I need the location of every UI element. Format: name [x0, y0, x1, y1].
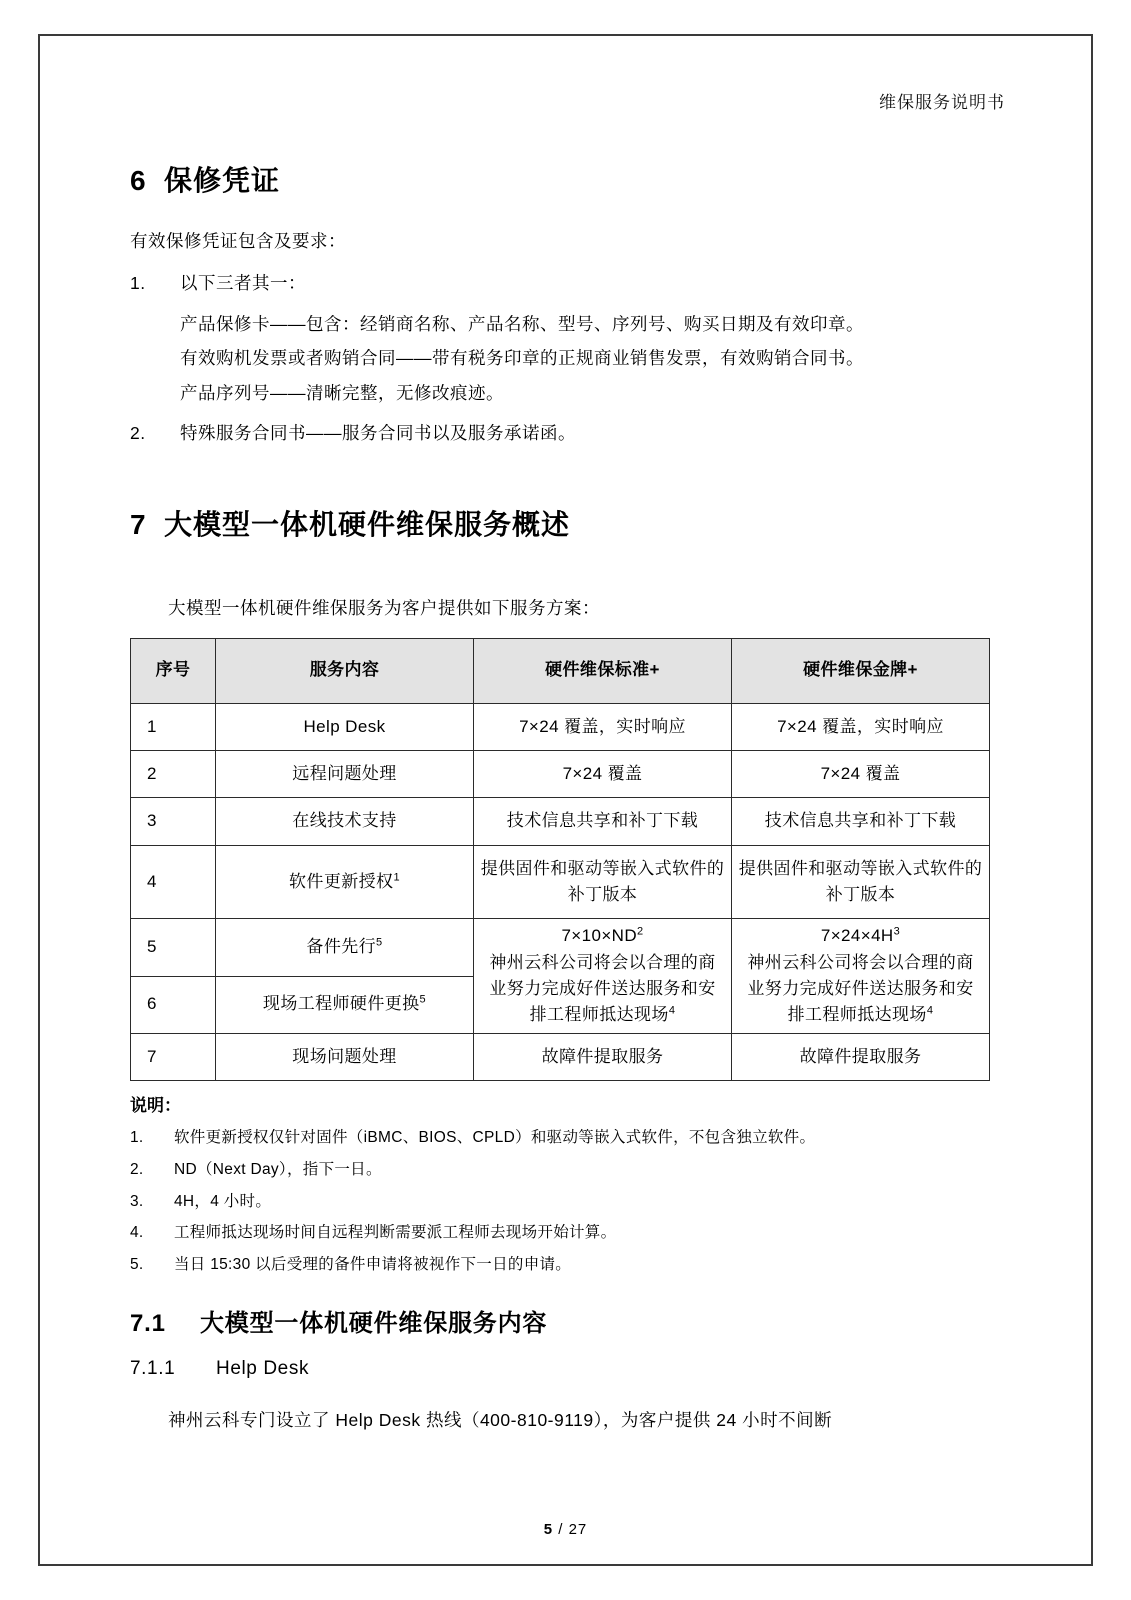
- table-row: [131, 798, 990, 845]
- note-text: 工程师抵达现场时间自远程判断需要派工程师去现场开始计算。: [174, 1224, 617, 1242]
- table-row: [131, 750, 990, 797]
- page-footer: [40, 1521, 1091, 1538]
- merged-standard-cell: [474, 919, 732, 1033]
- note-text: 软件更新授权仅针对固件（iBMC、BIOS、CPLD）和驱动等嵌入式软件，不包含独立软件。: [174, 1129, 816, 1147]
- footer-total-pages: 27: [568, 1521, 588, 1538]
- section-6-list: [112, 266, 1019, 301]
- row-standard-value: 故障件提取服务: [474, 1033, 732, 1080]
- list-item: [130, 266, 1019, 301]
- note-text: 4H，4 小时。: [174, 1192, 272, 1210]
- table-row: [131, 703, 990, 750]
- row-service-label: 备件先行: [306, 937, 377, 957]
- merged-gold-line1: [744, 923, 977, 949]
- column-header-standard: 硬件维保标准+: [474, 638, 732, 703]
- column-header-index: 序号: [131, 638, 216, 703]
- table-row: [131, 919, 990, 976]
- table-header-row: [131, 638, 990, 703]
- table-head: [131, 638, 990, 703]
- note-item: [130, 1154, 1019, 1186]
- row-service-name: [216, 919, 474, 976]
- service-plan-table: [130, 638, 990, 1081]
- section-6-title: 保修凭证: [164, 165, 281, 196]
- section-6-lead: 有效保修凭证包含及要求：: [130, 231, 346, 251]
- section-7-1-1-body: 神州云科专门设立了 Help Desk 热线（400-810-9119），为客户提供 24 小时不间断: [168, 1409, 833, 1430]
- footnote-ref: 1: [393, 871, 400, 884]
- section-7-number: 7: [130, 508, 147, 540]
- footnote-ref: 4: [668, 1004, 676, 1017]
- merged-gold-line2: [744, 950, 977, 1029]
- row-gold-value: 技术信息共享和补丁下载: [732, 798, 990, 845]
- merged-standard-line2: [486, 950, 719, 1029]
- table-row: [131, 1033, 990, 1080]
- merged-gold-cell: [732, 919, 990, 1033]
- row-service-label: 现场工程师硬件更换: [262, 994, 420, 1014]
- sub-line: 产品序列号——清晰完整，无修改痕迹。: [180, 382, 504, 403]
- row-service-name: 远程问题处理: [216, 750, 474, 797]
- row-index: 2: [131, 750, 216, 797]
- footer-current-page: 5: [543, 1521, 554, 1538]
- section-6-number: 6: [130, 165, 147, 196]
- section-6-sub-lines: [180, 307, 1019, 409]
- merged-standard-sla: 7×10×ND: [561, 926, 638, 946]
- row-index: 6: [131, 976, 216, 1033]
- table-row: [131, 845, 990, 919]
- section-7-1-1-title: Help Desk: [216, 1357, 310, 1379]
- footnote-ref: 2: [637, 925, 644, 938]
- note-marker: 3.: [130, 1192, 144, 1210]
- list-item: [130, 416, 1019, 451]
- footer-separator: /: [558, 1521, 564, 1538]
- row-service-name: 现场问题处理: [216, 1033, 474, 1080]
- spacer: [112, 457, 1019, 503]
- row-standard-value: 技术信息共享和补丁下载: [474, 798, 732, 845]
- note-item: [130, 1217, 1019, 1249]
- section-7-title: 大模型一体机硬件维保服务概述: [164, 508, 571, 540]
- row-index: 7: [131, 1033, 216, 1080]
- row-index: 5: [131, 919, 216, 976]
- row-service-name: 在线技术支持: [216, 798, 474, 845]
- notes-list: [112, 1122, 1019, 1281]
- page-header: 维保服务说明书: [879, 93, 1005, 112]
- list-marker: 1.: [130, 273, 146, 294]
- merged-gold-text: 神州云科公司将会以合理的商业努力完成好件送达服务和安排工程师抵达现场: [747, 952, 974, 1025]
- list-item-text: 特殊服务合同书——服务合同书以及服务承诺函。: [180, 422, 576, 443]
- merged-gold-sla: 7×24×4H: [820, 926, 894, 946]
- column-header-service: 服务内容: [216, 638, 474, 703]
- row-index: 1: [131, 703, 216, 750]
- note-marker: 1.: [130, 1129, 144, 1147]
- note-text: 当日 15:30 以后受理的备件申请将被视作下一日的申请。: [174, 1256, 572, 1274]
- row-gold-value: 故障件提取服务: [732, 1033, 990, 1080]
- list-item-text: 以下三者其一：: [180, 273, 306, 294]
- note-marker: 2.: [130, 1160, 144, 1178]
- page-border-frame: [38, 34, 1093, 1566]
- row-service-name: [216, 976, 474, 1033]
- note-item: [130, 1186, 1019, 1218]
- section-heading-7-1-1: [130, 1358, 1019, 1380]
- row-index: 4: [131, 845, 216, 919]
- footnote-ref: 4: [926, 1004, 934, 1017]
- note-marker: 5.: [130, 1256, 144, 1274]
- footnote-ref: 5: [419, 993, 427, 1006]
- section-heading-6: [130, 159, 1019, 199]
- section-7-intro: 大模型一体机硬件维保服务为客户提供如下服务方案：: [168, 597, 600, 618]
- row-gold-value: 提供固件和驱动等嵌入式软件的补丁版本: [732, 845, 990, 919]
- row-service-name: [216, 845, 474, 919]
- row-standard-value: 7×24 覆盖，实时响应: [474, 703, 732, 750]
- notes-title: 说明：: [130, 1096, 181, 1116]
- row-index: 3: [131, 798, 216, 845]
- row-service-name: Help Desk: [216, 703, 474, 750]
- note-item: [130, 1122, 1019, 1154]
- sub-line: 产品保修卡——包含：经销商名称、产品名称、型号、序列号、购买日期及有效印章。: [180, 314, 864, 335]
- section-6-list-continued: [112, 416, 1019, 451]
- footnote-ref: 3: [893, 925, 901, 938]
- section-7-1-1-number: 7.1.1: [130, 1357, 176, 1379]
- footnote-ref: 5: [376, 936, 383, 949]
- row-gold-value: 7×24 覆盖: [732, 750, 990, 797]
- note-marker: 4.: [130, 1224, 144, 1242]
- row-service-label: 软件更新授权: [289, 871, 394, 891]
- list-marker: 2.: [130, 422, 146, 443]
- sub-line: 有效购机发票或者购销合同——带有税务印章的正规商业销售发票，有效购销合同书。: [180, 348, 864, 369]
- section-heading-7-1: [130, 1303, 1019, 1338]
- section-heading-7: [130, 503, 1019, 543]
- section-7-1-number: 7.1: [130, 1309, 166, 1337]
- row-standard-value: 7×24 覆盖: [474, 750, 732, 797]
- note-text: ND（Next Day），指下一日。: [174, 1160, 382, 1178]
- section-7-1-title: 大模型一体机硬件维保服务内容: [200, 1309, 548, 1337]
- row-standard-value: 提供固件和驱动等嵌入式软件的补丁版本: [474, 845, 732, 919]
- column-header-gold: 硬件维保金牌+: [732, 638, 990, 703]
- merged-standard-text: 神州云科公司将会以合理的商业努力完成好件送达服务和安排工程师抵达现场: [489, 952, 716, 1025]
- note-item: [130, 1249, 1019, 1281]
- merged-standard-line1: [486, 923, 719, 949]
- table-body: [131, 703, 990, 1080]
- spacer: [112, 569, 1019, 595]
- row-gold-value: 7×24 覆盖，实时响应: [732, 703, 990, 750]
